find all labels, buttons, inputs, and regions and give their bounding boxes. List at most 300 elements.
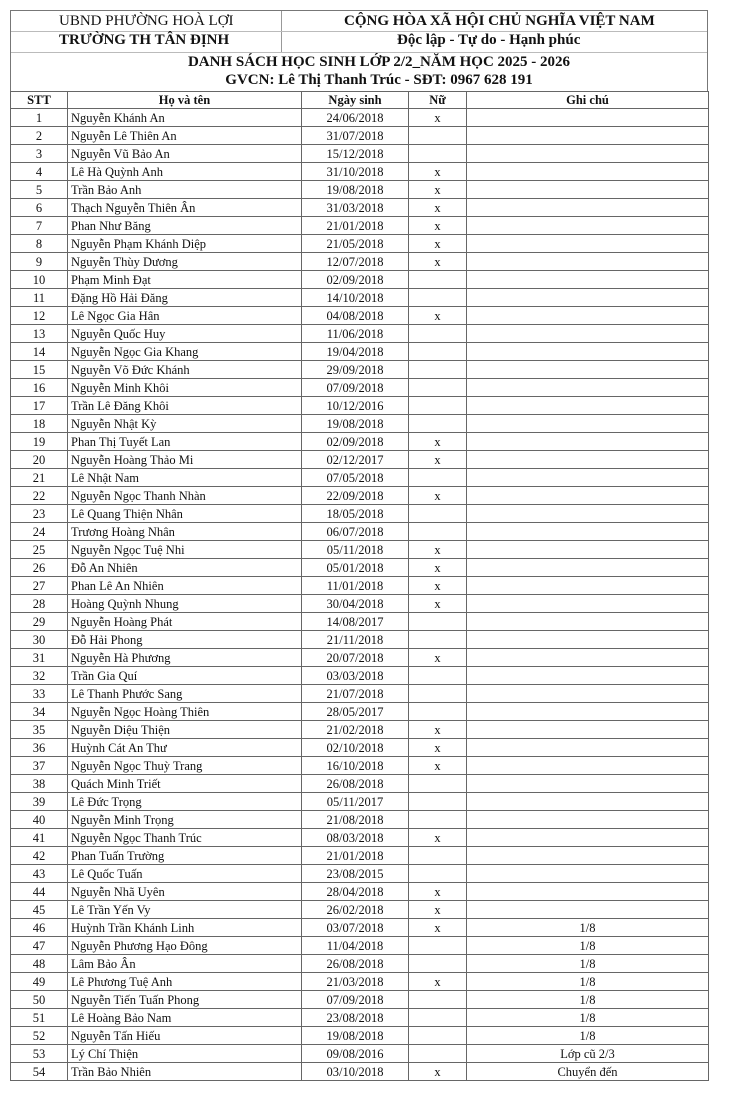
table-row: [11, 127, 709, 145]
student-note: 1/8: [467, 919, 709, 937]
table-row: [11, 523, 709, 541]
student-stt: 15: [11, 361, 68, 379]
student-note: [467, 253, 709, 271]
student-name: Lê Ngọc Gia Hân: [68, 307, 302, 325]
table-row: [11, 631, 709, 649]
student-name: Nguyễn Ngọc Thuỳ Trang: [68, 757, 302, 775]
student-name: Lâm Bảo Ân: [68, 955, 302, 973]
table-row: [11, 343, 709, 361]
student-stt: 14: [11, 343, 68, 361]
student-dob: 21/07/2018: [302, 685, 409, 703]
student-stt: 31: [11, 649, 68, 667]
student-stt: 28: [11, 595, 68, 613]
student-note: [467, 307, 709, 325]
student-dob: 19/08/2018: [302, 181, 409, 199]
student-name: Nguyễn Ngọc Tuệ Nhi: [68, 541, 302, 559]
student-name: Phan Tuấn Trường: [68, 847, 302, 865]
student-female-mark: x: [409, 451, 467, 469]
student-stt: 48: [11, 955, 68, 973]
national-motto: Độc lập - Tự do - Hạnh phúc: [397, 32, 581, 48]
table-row: [11, 451, 709, 469]
student-name: Lê Phương Tuệ Anh: [68, 973, 302, 991]
student-note: [467, 577, 709, 595]
student-name: Lê Quang Thiện Nhân: [68, 505, 302, 523]
student-name: Lê Đức Trọng: [68, 793, 302, 811]
student-dob: 26/08/2018: [302, 775, 409, 793]
student-name: Lê Hà Quỳnh Anh: [68, 163, 302, 181]
student-name: Nguyễn Vũ Bảo An: [68, 145, 302, 163]
table-row: [11, 415, 709, 433]
student-stt: 46: [11, 919, 68, 937]
student-female-mark: [409, 361, 467, 379]
student-stt: 18: [11, 415, 68, 433]
document-header: [10, 10, 708, 91]
student-female-mark: x: [409, 541, 467, 559]
student-female-mark: [409, 865, 467, 883]
student-table: [10, 91, 709, 1081]
student-dob: 12/07/2018: [302, 253, 409, 271]
student-stt: 22: [11, 487, 68, 505]
student-note: [467, 271, 709, 289]
student-female-mark: [409, 379, 467, 397]
student-stt: 9: [11, 253, 68, 271]
student-note: Chuyển đến: [467, 1063, 709, 1081]
national-title: CỘNG HÒA XÃ HỘI CHỦ NGHĨA VIỆT NAM: [344, 13, 655, 29]
student-stt: 54: [11, 1063, 68, 1081]
student-note: [467, 505, 709, 523]
student-name: Nguyễn Phạm Khánh Diệp: [68, 235, 302, 253]
student-note: [467, 181, 709, 199]
column-header-note: Ghi chú: [467, 92, 709, 109]
student-female-mark: x: [409, 739, 467, 757]
student-note: 1/8: [467, 991, 709, 1009]
student-name: Phan Như Băng: [68, 217, 302, 235]
table-row: [11, 1009, 709, 1027]
student-stt: 32: [11, 667, 68, 685]
student-stt: 4: [11, 163, 68, 181]
student-name: Nguyễn Hoàng Thảo Mi: [68, 451, 302, 469]
student-female-mark: [409, 343, 467, 361]
table-row: [11, 1063, 709, 1081]
table-row: [11, 235, 709, 253]
table-row: [11, 649, 709, 667]
student-stt: 33: [11, 685, 68, 703]
student-name: Lê Hoàng Bảo Nam: [68, 1009, 302, 1027]
student-note: [467, 901, 709, 919]
student-dob: 03/10/2018: [302, 1063, 409, 1081]
student-female-mark: x: [409, 919, 467, 937]
student-note: [467, 685, 709, 703]
table-row: [11, 289, 709, 307]
table-row: [11, 955, 709, 973]
student-dob: 21/01/2018: [302, 847, 409, 865]
student-name: Nguyễn Tấn Hiếu: [68, 1027, 302, 1045]
student-stt: 13: [11, 325, 68, 343]
table-row: [11, 847, 709, 865]
table-row: [11, 865, 709, 883]
student-female-mark: [409, 811, 467, 829]
student-name: Nguyễn Võ Đức Khánh: [68, 361, 302, 379]
student-name: Đặng Hồ Hải Đăng: [68, 289, 302, 307]
table-row: [11, 703, 709, 721]
table-row: [11, 739, 709, 757]
student-dob: 07/09/2018: [302, 991, 409, 1009]
student-stt: 19: [11, 433, 68, 451]
table-row: [11, 919, 709, 937]
student-note: [467, 397, 709, 415]
student-female-mark: x: [409, 433, 467, 451]
student-dob: 07/05/2018: [302, 469, 409, 487]
student-note: [467, 235, 709, 253]
student-name: Huỳnh Trần Khánh Linh: [68, 919, 302, 937]
student-dob: 14/10/2018: [302, 289, 409, 307]
student-female-mark: x: [409, 235, 467, 253]
student-note: [467, 145, 709, 163]
student-stt: 38: [11, 775, 68, 793]
student-note: [467, 739, 709, 757]
student-note: [467, 433, 709, 451]
student-dob: 24/06/2018: [302, 109, 409, 127]
student-name: Nguyễn Minh Trọng: [68, 811, 302, 829]
student-dob: 19/08/2018: [302, 415, 409, 433]
table-row: [11, 1045, 709, 1063]
student-note: [467, 829, 709, 847]
student-stt: 35: [11, 721, 68, 739]
student-female-mark: x: [409, 217, 467, 235]
student-stt: 5: [11, 181, 68, 199]
student-dob: 03/07/2018: [302, 919, 409, 937]
student-dob: 19/04/2018: [302, 343, 409, 361]
student-female-mark: [409, 685, 467, 703]
student-list-sheet: [10, 10, 708, 1081]
student-name: Trần Lê Đăng Khôi: [68, 397, 302, 415]
student-note: [467, 163, 709, 181]
table-row: [11, 883, 709, 901]
table-row: [11, 541, 709, 559]
student-dob: 18/05/2018: [302, 505, 409, 523]
student-female-mark: x: [409, 253, 467, 271]
student-dob: 11/06/2018: [302, 325, 409, 343]
student-stt: 41: [11, 829, 68, 847]
table-row: [11, 577, 709, 595]
student-note: 1/8: [467, 955, 709, 973]
student-dob: 21/08/2018: [302, 811, 409, 829]
student-dob: 16/10/2018: [302, 757, 409, 775]
student-dob: 21/11/2018: [302, 631, 409, 649]
student-stt: 16: [11, 379, 68, 397]
student-dob: 10/12/2016: [302, 397, 409, 415]
student-note: 1/8: [467, 1027, 709, 1045]
student-female-mark: [409, 505, 467, 523]
student-note: [467, 793, 709, 811]
student-note: Lớp cũ 2/3: [467, 1045, 709, 1063]
student-female-mark: [409, 667, 467, 685]
student-name: Nguyễn Phương Hạo Đông: [68, 937, 302, 955]
student-stt: 30: [11, 631, 68, 649]
student-dob: 21/02/2018: [302, 721, 409, 739]
student-female-mark: x: [409, 307, 467, 325]
student-dob: 03/03/2018: [302, 667, 409, 685]
student-female-mark: [409, 613, 467, 631]
student-dob: 28/04/2018: [302, 883, 409, 901]
student-note: [467, 127, 709, 145]
student-female-mark: [409, 127, 467, 145]
student-note: [467, 865, 709, 883]
student-name: Phan Thị Tuyết Lan: [68, 433, 302, 451]
student-female-mark: x: [409, 199, 467, 217]
student-name: Nguyễn Diệu Thiện: [68, 721, 302, 739]
student-name: Trương Hoàng Nhân: [68, 523, 302, 541]
student-female-mark: [409, 397, 467, 415]
student-dob: 21/01/2018: [302, 217, 409, 235]
student-name: Nguyễn Hoàng Phát: [68, 613, 302, 631]
student-name: Lê Trần Yến Vy: [68, 901, 302, 919]
student-name: Huỳnh Cát An Thư: [68, 739, 302, 757]
student-note: [467, 613, 709, 631]
student-note: [467, 289, 709, 307]
student-note: 1/8: [467, 973, 709, 991]
student-name: Nguyễn Ngọc Gia Khang: [68, 343, 302, 361]
student-note: [467, 721, 709, 739]
student-stt: 37: [11, 757, 68, 775]
student-name: Đỗ Hải Phong: [68, 631, 302, 649]
student-female-mark: [409, 991, 467, 1009]
student-female-mark: x: [409, 757, 467, 775]
student-dob: 31/07/2018: [302, 127, 409, 145]
student-dob: 21/03/2018: [302, 973, 409, 991]
student-stt: 21: [11, 469, 68, 487]
student-dob: 05/01/2018: [302, 559, 409, 577]
student-dob: 23/08/2015: [302, 865, 409, 883]
student-note: [467, 775, 709, 793]
column-header-dob: Ngày sinh: [302, 92, 409, 109]
table-row: [11, 1027, 709, 1045]
student-dob: 09/08/2016: [302, 1045, 409, 1063]
student-stt: 20: [11, 451, 68, 469]
student-female-mark: x: [409, 559, 467, 577]
header-rule: [11, 52, 707, 53]
student-female-mark: [409, 523, 467, 541]
student-female-mark: [409, 415, 467, 433]
school-name: TRƯỜNG TH TÂN ĐỊNH: [59, 32, 230, 48]
student-name: Nguyễn Nhã Uyên: [68, 883, 302, 901]
table-row: [11, 757, 709, 775]
student-female-mark: x: [409, 901, 467, 919]
student-dob: 02/09/2018: [302, 271, 409, 289]
student-note: [467, 559, 709, 577]
student-stt: 52: [11, 1027, 68, 1045]
student-name: Nguyễn Quốc Huy: [68, 325, 302, 343]
student-note: 1/8: [467, 1009, 709, 1027]
student-dob: 08/03/2018: [302, 829, 409, 847]
student-female-mark: x: [409, 973, 467, 991]
student-dob: 29/09/2018: [302, 361, 409, 379]
student-name: Thạch Nguyễn Thiên Ân: [68, 199, 302, 217]
student-stt: 10: [11, 271, 68, 289]
student-stt: 7: [11, 217, 68, 235]
table-row: [11, 199, 709, 217]
column-header-stt: STT: [11, 92, 68, 109]
student-stt: 6: [11, 199, 68, 217]
table-row: [11, 937, 709, 955]
student-female-mark: x: [409, 487, 467, 505]
table-row: [11, 901, 709, 919]
table-row: [11, 253, 709, 271]
student-dob: 04/08/2018: [302, 307, 409, 325]
student-dob: 31/10/2018: [302, 163, 409, 181]
student-name: Quách Minh Triết: [68, 775, 302, 793]
student-name: Trần Gia Quí: [68, 667, 302, 685]
student-female-mark: [409, 775, 467, 793]
student-name: Hoàng Quỳnh Nhung: [68, 595, 302, 613]
student-dob: 14/08/2017: [302, 613, 409, 631]
student-female-mark: [409, 469, 467, 487]
student-note: [467, 361, 709, 379]
student-stt: 40: [11, 811, 68, 829]
student-dob: 05/11/2017: [302, 793, 409, 811]
student-note: [467, 343, 709, 361]
student-name: Lê Thanh Phước Sang: [68, 685, 302, 703]
student-name: Nguyễn Tiến Tuấn Phong: [68, 991, 302, 1009]
student-female-mark: [409, 289, 467, 307]
table-row: [11, 397, 709, 415]
student-note: [467, 109, 709, 127]
student-name: Trần Bảo Anh: [68, 181, 302, 199]
student-name: Nguyễn Lê Thiên An: [68, 127, 302, 145]
student-female-mark: [409, 847, 467, 865]
table-row: [11, 181, 709, 199]
student-female-mark: x: [409, 163, 467, 181]
student-stt: 51: [11, 1009, 68, 1027]
student-stt: 34: [11, 703, 68, 721]
student-stt: 23: [11, 505, 68, 523]
student-female-mark: [409, 1045, 467, 1063]
student-dob: 26/08/2018: [302, 955, 409, 973]
student-female-mark: [409, 1027, 467, 1045]
table-row: [11, 811, 709, 829]
table-row: [11, 271, 709, 289]
student-name: Lê Quốc Tuấn: [68, 865, 302, 883]
student-female-mark: x: [409, 883, 467, 901]
student-rows: [11, 109, 709, 1081]
student-female-mark: [409, 325, 467, 343]
table-row: [11, 487, 709, 505]
student-dob: 05/11/2018: [302, 541, 409, 559]
student-stt: 44: [11, 883, 68, 901]
student-note: [467, 811, 709, 829]
table-row: [11, 793, 709, 811]
student-note: [467, 757, 709, 775]
student-stt: 36: [11, 739, 68, 757]
student-dob: 19/08/2018: [302, 1027, 409, 1045]
column-header-name: Họ và tên: [68, 92, 302, 109]
student-female-mark: [409, 793, 467, 811]
student-dob: 02/09/2018: [302, 433, 409, 451]
student-dob: 30/04/2018: [302, 595, 409, 613]
table-row: [11, 433, 709, 451]
student-female-mark: x: [409, 649, 467, 667]
table-row: [11, 361, 709, 379]
student-dob: 11/04/2018: [302, 937, 409, 955]
student-stt: 11: [11, 289, 68, 307]
student-female-mark: [409, 271, 467, 289]
student-name: Nguyễn Ngọc Thanh Trúc: [68, 829, 302, 847]
student-stt: 50: [11, 991, 68, 1009]
student-dob: 23/08/2018: [302, 1009, 409, 1027]
table-row: [11, 721, 709, 739]
table-row: [11, 469, 709, 487]
student-note: [467, 883, 709, 901]
student-stt: 3: [11, 145, 68, 163]
student-dob: 07/09/2018: [302, 379, 409, 397]
student-note: [467, 631, 709, 649]
student-name: Trần Bảo Nhiên: [68, 1063, 302, 1081]
table-row: [11, 217, 709, 235]
student-note: [467, 523, 709, 541]
student-note: [467, 595, 709, 613]
student-name: Lê Nhật Nam: [68, 469, 302, 487]
student-female-mark: x: [409, 829, 467, 847]
student-stt: 29: [11, 613, 68, 631]
student-name: Nguyễn Khánh An: [68, 109, 302, 127]
student-note: [467, 217, 709, 235]
student-note: [467, 415, 709, 433]
student-stt: 12: [11, 307, 68, 325]
student-note: [467, 451, 709, 469]
student-note: [467, 199, 709, 217]
district-name: UBND PHƯỜNG HOÀ LỢI: [59, 13, 234, 29]
student-note: 1/8: [467, 937, 709, 955]
student-name: Phan Lê An Nhiên: [68, 577, 302, 595]
student-stt: 17: [11, 397, 68, 415]
student-dob: 11/01/2018: [302, 577, 409, 595]
student-female-mark: [409, 955, 467, 973]
table-row: [11, 307, 709, 325]
table-row: [11, 613, 709, 631]
student-dob: 26/02/2018: [302, 901, 409, 919]
student-stt: 43: [11, 865, 68, 883]
student-female-mark: x: [409, 721, 467, 739]
student-name: Nguyễn Ngọc Hoàng Thiên: [68, 703, 302, 721]
student-dob: 06/07/2018: [302, 523, 409, 541]
student-dob: 02/10/2018: [302, 739, 409, 757]
student-stt: 42: [11, 847, 68, 865]
student-name: Lý Chí Thiện: [68, 1045, 302, 1063]
table-row: [11, 379, 709, 397]
student-dob: 15/12/2018: [302, 145, 409, 163]
table-row: [11, 145, 709, 163]
table-row: [11, 685, 709, 703]
table-header-row: [11, 92, 709, 109]
student-name: Nguyễn Nhật Kỳ: [68, 415, 302, 433]
table-row: [11, 505, 709, 523]
student-dob: 02/12/2017: [302, 451, 409, 469]
student-female-mark: x: [409, 181, 467, 199]
student-female-mark: x: [409, 1063, 467, 1081]
student-female-mark: x: [409, 595, 467, 613]
student-stt: 47: [11, 937, 68, 955]
table-row: [11, 829, 709, 847]
student-note: [467, 703, 709, 721]
student-name: Nguyễn Minh Khôi: [68, 379, 302, 397]
student-stt: 2: [11, 127, 68, 145]
student-female-mark: [409, 937, 467, 955]
student-note: [467, 487, 709, 505]
student-female-mark: [409, 631, 467, 649]
student-stt: 27: [11, 577, 68, 595]
table-row: [11, 775, 709, 793]
table-row: [11, 325, 709, 343]
